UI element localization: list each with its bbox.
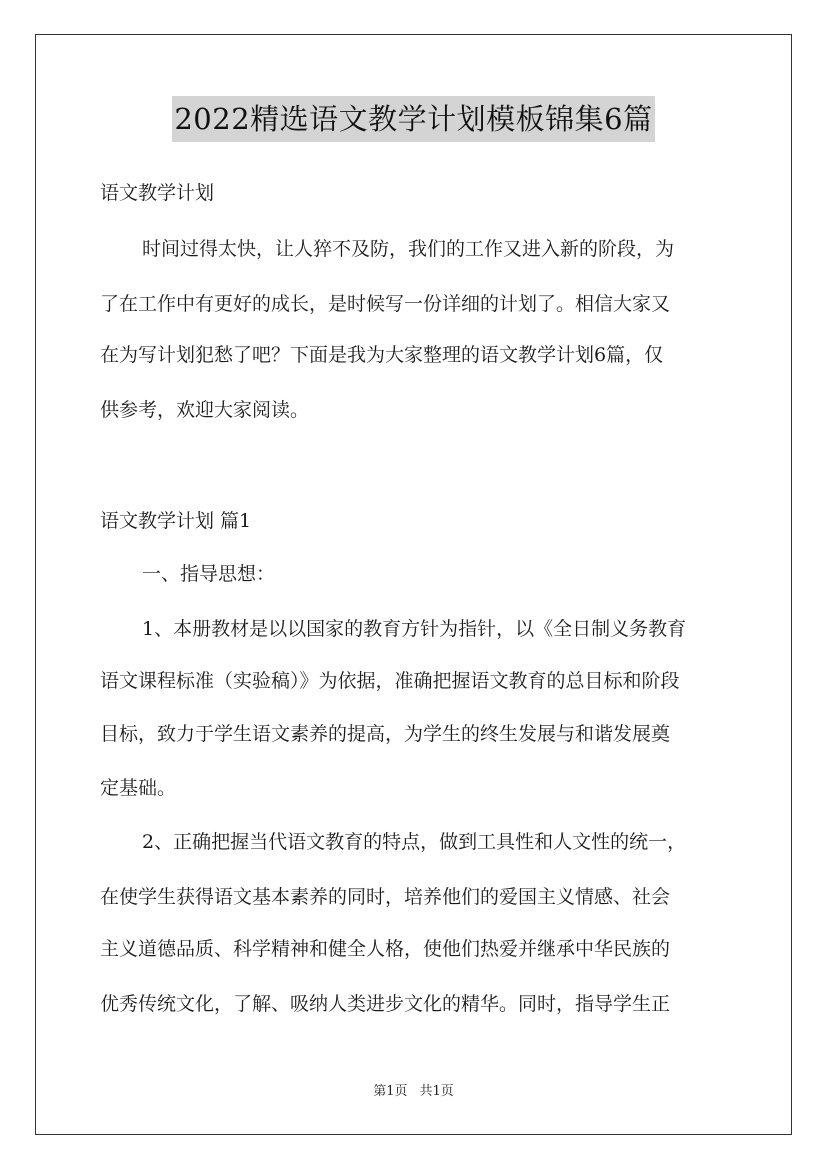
paragraph-line: 了在工作中有更好的成长，是时候写一份详细的计划了。相信大家又 [100, 293, 671, 315]
page-total: 共1页 [419, 1084, 454, 1099]
page-footer [0, 1083, 827, 1101]
subheading-line: 一、指导思想： [142, 563, 276, 585]
page-number: 第1页 [373, 1084, 408, 1099]
section-heading: 语文教学计划 [100, 182, 215, 204]
paragraph-line: 供参考，欢迎大家阅读。 [100, 399, 310, 421]
paragraph-line: 优秀传统文化，了解、吸纳人类进步文化的精华。同时，指导学生正 [100, 993, 671, 1015]
document-title: 2022精选语文教学计划模板锦集6篇 [172, 96, 654, 142]
paragraph-line: 在使学生获得语文基本素养的同时，培养他们的爱国主义情感、社会 [100, 886, 671, 908]
paragraph-line: 主义道德品质、科学精神和健全人格，使他们热爱并继承中华民族的 [100, 938, 671, 960]
title-container [0, 96, 827, 142]
paragraph-line: 时间过得太快，让人猝不及防，我们的工作又进入新的阶段，为 [142, 238, 675, 260]
section-heading: 语文教学计划 篇1 [100, 510, 252, 532]
paragraph-line: 定基础。 [100, 777, 177, 799]
paragraph-line: 在为写计划犯愁了吧？下面是我为大家整理的语文教学计划6篇，仅 [100, 344, 664, 366]
paragraph-line: 1、本册教材是以以国家的教育方针为指针，以《全日制义务教育 [142, 618, 687, 640]
paragraph-line: 2、正确把握当代语文教育的特点，做到工具性和人文性的统一， [142, 831, 687, 853]
paragraph-line: 目标，致力于学生语文素养的提高，为学生的终生发展与和谐发展奠 [100, 723, 671, 745]
paragraph-line: 语文课程标准（实验稿）》为依据，准确把握语文教育的总目标和阶段 [100, 670, 680, 692]
